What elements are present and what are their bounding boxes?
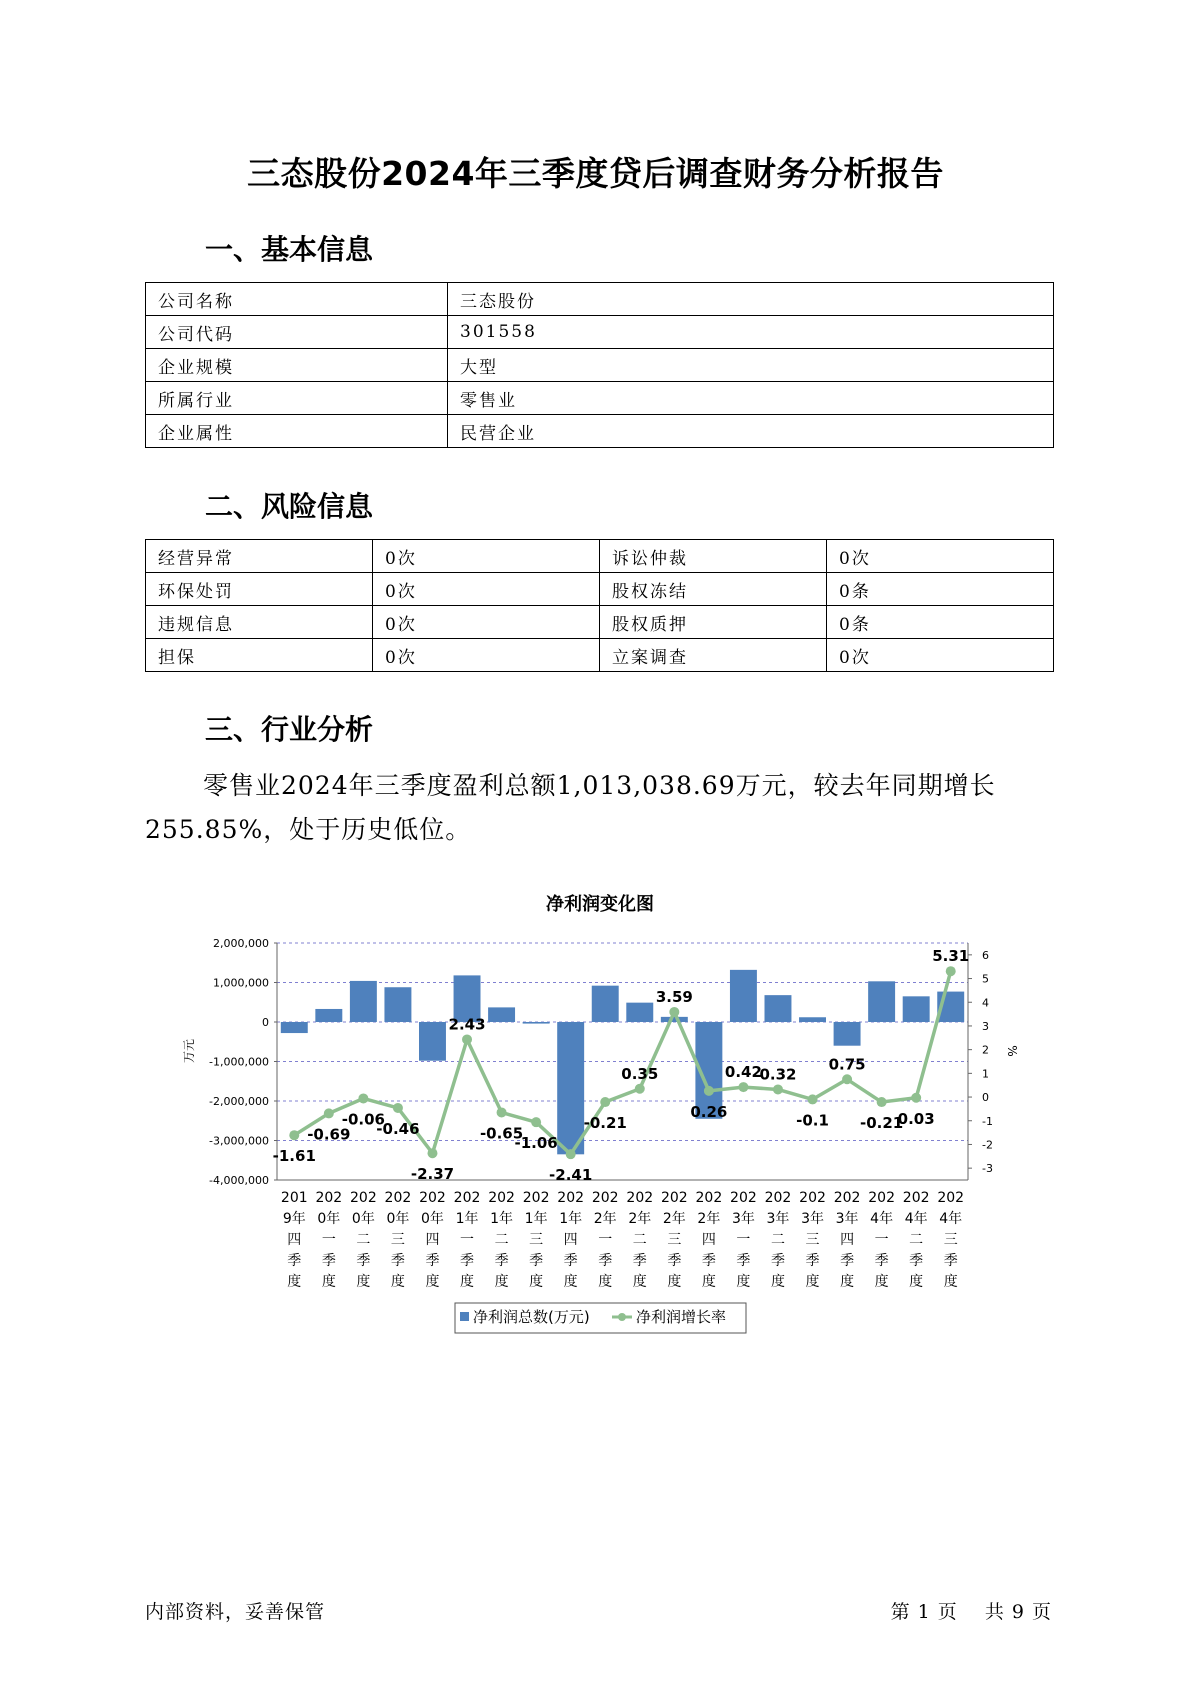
x-tick-label: 202 <box>350 1190 377 1206</box>
x-tick-label: 二 <box>909 1232 924 1248</box>
x-tick-label: 季 <box>909 1253 924 1269</box>
x-tick-label: 一 <box>598 1232 613 1248</box>
x-tick-label: 2年 <box>697 1211 721 1227</box>
x-tick-label: 四 <box>563 1232 578 1248</box>
x-tick-label: 202 <box>902 1190 930 1206</box>
risk-info-value: 0条 <box>827 573 1054 606</box>
growth-point <box>842 1074 852 1084</box>
x-tick-label: 四 <box>287 1232 302 1248</box>
risk-info-value: 0条 <box>827 606 1054 639</box>
total-prefix: 共 <box>984 1601 1004 1623</box>
x-tick-label: 4年 <box>904 1211 928 1227</box>
section-heading-industry: 三、行业分析 <box>205 713 374 746</box>
y2-tick-label: -3 <box>982 1162 993 1176</box>
growth-point <box>773 1084 783 1094</box>
x-tick-label: 度 <box>840 1274 855 1290</box>
x-tick-label: 度 <box>494 1274 509 1290</box>
data-label: 0.35 <box>621 1064 659 1083</box>
bar <box>661 1017 688 1022</box>
basic-info-label: 所属行业 <box>146 382 448 415</box>
y-tick-label: -2,000,000 <box>209 1095 269 1108</box>
x-tick-label: 度 <box>736 1274 751 1290</box>
x-tick-label: 度 <box>529 1274 544 1290</box>
x-tick-label: 三 <box>667 1232 682 1248</box>
growth-point <box>704 1086 714 1096</box>
growth-point <box>289 1130 299 1140</box>
x-tick-label: 季 <box>529 1253 544 1269</box>
x-tick-label: 202 <box>868 1190 895 1206</box>
page-suffix: 页 <box>937 1601 957 1623</box>
basic-info-value: 301558 <box>448 316 1054 349</box>
x-tick-label: 201 <box>280 1190 308 1206</box>
growth-point <box>462 1034 472 1044</box>
y-tick-label: 1,000,000 <box>213 976 269 990</box>
x-tick-label: 季 <box>390 1253 405 1269</box>
x-tick-label: 度 <box>667 1274 682 1290</box>
x-tick-label: 季 <box>667 1253 682 1269</box>
x-tick-label: 季 <box>805 1253 820 1269</box>
x-tick-label: 度 <box>943 1274 958 1290</box>
risk-info-label: 担保 <box>146 639 373 672</box>
risk-info-label: 诉讼仲裁 <box>600 540 827 573</box>
x-tick-label: 202 <box>522 1190 550 1206</box>
x-tick-label: 度 <box>425 1274 440 1290</box>
chart-title: 净利润变化图 <box>546 894 654 915</box>
risk-info-value: 0次 <box>373 573 600 606</box>
x-tick-label: 度 <box>460 1274 475 1290</box>
x-tick-label: 季 <box>943 1253 958 1269</box>
x-tick-label: 二 <box>770 1232 785 1248</box>
basic-info-label: 公司代码 <box>146 316 448 349</box>
y2-tick-label: -2 <box>982 1138 993 1152</box>
x-tick-label: 四 <box>840 1232 855 1248</box>
bar <box>903 996 930 1022</box>
bar <box>765 995 792 1022</box>
bar <box>799 1017 826 1022</box>
x-tick-label: 4年 <box>870 1211 894 1227</box>
growth-point <box>531 1117 541 1127</box>
x-tick-label: 4年 <box>939 1211 963 1227</box>
x-tick-label: 三 <box>805 1232 820 1248</box>
x-tick-label: 季 <box>287 1253 302 1269</box>
x-tick-label: 季 <box>425 1253 440 1269</box>
basic-info-label: 企业属性 <box>146 415 448 448</box>
growth-point <box>566 1149 576 1159</box>
x-tick-label: 3年 <box>835 1211 859 1227</box>
y2-tick-label: 6 <box>982 948 989 962</box>
data-label: 3.59 <box>655 987 693 1006</box>
data-label: 0.26 <box>690 1102 728 1121</box>
x-tick-label: 度 <box>632 1274 647 1290</box>
page-prefix: 第 <box>890 1601 910 1623</box>
x-tick-label: 季 <box>840 1253 855 1269</box>
x-tick-label: 202 <box>799 1190 826 1206</box>
growth-point <box>946 966 956 976</box>
legend-line-marker <box>618 1313 626 1321</box>
growth-point <box>738 1082 748 1092</box>
x-tick-label: 202 <box>695 1190 723 1206</box>
y-tick-label: -4,000,000 <box>209 1174 269 1187</box>
x-tick-label: 一 <box>736 1232 751 1248</box>
x-tick-label: 季 <box>701 1253 716 1269</box>
data-label: -0.46 <box>376 1119 420 1138</box>
y2-tick-label: 0 <box>982 1091 989 1105</box>
bar <box>626 1003 653 1022</box>
y2-tick-label: 4 <box>982 996 989 1010</box>
bar <box>384 987 411 1022</box>
data-label: -2.37 <box>410 1165 455 1184</box>
x-tick-label: 度 <box>390 1274 405 1290</box>
data-label: -0.21 <box>583 1114 627 1133</box>
x-tick-label: 202 <box>660 1190 688 1206</box>
x-tick-label: 度 <box>701 1274 716 1290</box>
section-heading-basic: 一、基本信息 <box>205 233 374 266</box>
x-tick-label: 2年 <box>628 1211 652 1227</box>
basic-info-label: 公司名称 <box>146 283 448 316</box>
chart-legend <box>455 1303 746 1333</box>
data-label: -0.69 <box>307 1125 351 1144</box>
growth-point <box>669 1007 679 1017</box>
x-tick-label: 度 <box>563 1274 578 1290</box>
basic-info-value: 大型 <box>448 349 1054 382</box>
total-pages: 9 <box>1011 1601 1024 1623</box>
risk-info-label: 经营异常 <box>146 540 373 573</box>
x-tick-label: 202 <box>453 1190 481 1206</box>
x-tick-label: 0年 <box>421 1211 444 1227</box>
x-tick-label: 四 <box>701 1232 716 1248</box>
bar <box>315 1009 342 1022</box>
x-tick-label: 3年 <box>731 1211 755 1227</box>
growth-point <box>808 1094 818 1104</box>
data-label: 2.43 <box>448 1015 486 1034</box>
page-number: 1 <box>917 1601 930 1623</box>
y2-axis-label: % <box>1005 1045 1019 1057</box>
footer-confidential: 内部资料，妥善保管 <box>145 1601 326 1623</box>
x-tick-label: 二 <box>632 1232 647 1248</box>
y-tick-label: -1,000,000 <box>209 1055 269 1069</box>
x-tick-label: 202 <box>419 1190 446 1206</box>
x-tick-label: 202 <box>626 1190 654 1206</box>
bar <box>868 981 895 1022</box>
x-tick-label: 季 <box>874 1253 889 1269</box>
x-tick-label: 度 <box>321 1274 336 1290</box>
growth-point <box>497 1107 507 1117</box>
x-tick-label: 1年 <box>455 1211 479 1227</box>
x-tick-label: 202 <box>488 1190 515 1206</box>
x-tick-label: 0年 <box>386 1211 410 1227</box>
risk-info-value: 0次 <box>373 540 600 573</box>
risk-info-label: 违规信息 <box>146 606 373 639</box>
data-label: -0.1 <box>796 1111 829 1130</box>
total-suffix: 页 <box>1031 1601 1051 1623</box>
data-label: 0.42 <box>724 1063 762 1082</box>
risk-info-label: 立案调查 <box>600 639 827 672</box>
data-label: -0.65 <box>479 1124 524 1143</box>
legend-bar-swatch <box>460 1312 469 1321</box>
bar <box>834 1022 861 1046</box>
x-tick-label: 季 <box>770 1253 785 1269</box>
x-tick-label: 度 <box>356 1274 371 1290</box>
x-tick-label: 202 <box>764 1190 792 1206</box>
x-tick-label: 9年 <box>282 1211 306 1227</box>
x-tick-label: 二 <box>356 1232 371 1248</box>
data-label: 0.32 <box>759 1065 797 1084</box>
risk-info-value: 0次 <box>827 639 1054 672</box>
growth-point <box>427 1148 437 1158</box>
x-tick-label: 一 <box>460 1232 475 1248</box>
growth-point <box>358 1093 368 1103</box>
x-tick-label: 度 <box>805 1274 820 1290</box>
x-tick-label: 季 <box>356 1253 371 1269</box>
risk-info-value: 0次 <box>373 639 600 672</box>
risk-info-value: 0次 <box>373 606 600 639</box>
x-tick-label: 一 <box>874 1232 889 1248</box>
chart-x-ticks <box>281 1190 964 1290</box>
x-tick-label: 季 <box>460 1253 475 1269</box>
x-tick-label: 1年 <box>524 1211 548 1227</box>
basic-info-value: 民营企业 <box>448 415 1054 448</box>
y2-tick-label: 5 <box>982 972 989 986</box>
x-tick-label: 202 <box>730 1190 757 1206</box>
legend-line-label: 净利润增长率 <box>636 1308 727 1326</box>
x-tick-label: 度 <box>598 1274 613 1290</box>
bar <box>557 1022 584 1154</box>
data-label: 0.75 <box>828 1055 866 1074</box>
y2-tick-label: 2 <box>982 1043 989 1057</box>
x-tick-label: 四 <box>425 1232 440 1248</box>
data-label: -0.06 <box>341 1110 385 1129</box>
bar <box>419 1022 446 1061</box>
x-tick-label: 度 <box>287 1274 302 1290</box>
data-label: -1.61 <box>272 1147 316 1166</box>
growth-point <box>324 1108 334 1118</box>
x-tick-label: 202 <box>833 1190 861 1206</box>
x-tick-label: 0年 <box>351 1211 375 1227</box>
x-tick-label: 季 <box>736 1253 751 1269</box>
y-tick-label: 2,000,000 <box>213 937 269 950</box>
basic-info-label: 企业规模 <box>146 349 448 382</box>
x-tick-label: 季 <box>632 1253 647 1269</box>
document-title: 三态股份2024年三季度贷后调查财务分析报告 <box>247 154 944 193</box>
y-tick-label: 0 <box>262 1016 269 1029</box>
x-tick-label: 1年 <box>559 1211 583 1227</box>
data-label: -0.21 <box>860 1114 904 1133</box>
bar <box>523 1022 550 1024</box>
section-heading-risk: 二、风险信息 <box>205 490 374 523</box>
bar <box>281 1022 308 1033</box>
x-tick-label: 季 <box>321 1253 336 1269</box>
x-tick-label: 一 <box>321 1232 336 1248</box>
bar <box>350 981 377 1022</box>
x-tick-label: 三 <box>390 1232 405 1248</box>
growth-point <box>877 1097 887 1107</box>
growth-point <box>635 1084 645 1094</box>
basic-info-value: 零售业 <box>448 382 1054 415</box>
x-tick-label: 度 <box>770 1274 785 1290</box>
x-tick-label: 202 <box>384 1190 412 1206</box>
x-tick-label: 202 <box>557 1190 585 1206</box>
basic-info-value: 三态股份 <box>448 283 1054 316</box>
x-tick-label: 2年 <box>662 1211 686 1227</box>
data-label: -1.06 <box>514 1134 558 1153</box>
x-tick-label: 1年 <box>490 1211 514 1227</box>
x-tick-label: 202 <box>591 1190 619 1206</box>
bar <box>592 986 619 1022</box>
x-tick-label: 三 <box>529 1232 544 1248</box>
industry-paragraph-line-2: 255.85%，处于历史低位。 <box>145 815 472 844</box>
data-label: 0.03 <box>897 1109 935 1128</box>
industry-paragraph-line-1: 零售业2024年三季度盈利总额1,013,038.69万元，较去年同期增长 <box>203 771 996 800</box>
x-tick-label: 2年 <box>593 1211 617 1227</box>
y2-tick-label: 3 <box>982 1019 989 1033</box>
risk-info-label: 股权质押 <box>600 606 827 639</box>
growth-point <box>911 1093 921 1103</box>
bar <box>730 970 757 1022</box>
risk-info-value: 0次 <box>827 540 1054 573</box>
footer-pagination <box>887 1597 1055 1624</box>
x-tick-label: 度 <box>874 1274 889 1290</box>
legend-bar-label: 净利润总数(万元) <box>473 1308 590 1326</box>
x-tick-label: 二 <box>494 1232 509 1248</box>
x-tick-label: 三 <box>943 1232 958 1248</box>
x-tick-label: 季 <box>563 1253 578 1269</box>
bar <box>488 1007 515 1022</box>
y-axis-label: 万元 <box>182 1038 196 1064</box>
x-tick-label: 季 <box>494 1253 509 1269</box>
x-tick-label: 0年 <box>317 1211 341 1227</box>
y2-tick-label: -1 <box>982 1114 993 1128</box>
x-tick-label: 202 <box>315 1190 343 1206</box>
y2-tick-label: 1 <box>982 1067 989 1081</box>
data-label: -2.41 <box>549 1166 593 1185</box>
x-tick-label: 3年 <box>801 1211 824 1227</box>
growth-point <box>600 1097 610 1107</box>
x-tick-label: 202 <box>937 1190 965 1206</box>
risk-info-label: 股权冻结 <box>600 573 827 606</box>
x-tick-label: 3年 <box>766 1211 790 1227</box>
x-tick-label: 季 <box>598 1253 613 1269</box>
data-label: 5.31 <box>932 947 970 966</box>
risk-info-label: 环保处罚 <box>146 573 373 606</box>
y-tick-label: -3,000,000 <box>209 1134 269 1148</box>
growth-point <box>393 1103 403 1113</box>
x-tick-label: 度 <box>909 1274 924 1290</box>
